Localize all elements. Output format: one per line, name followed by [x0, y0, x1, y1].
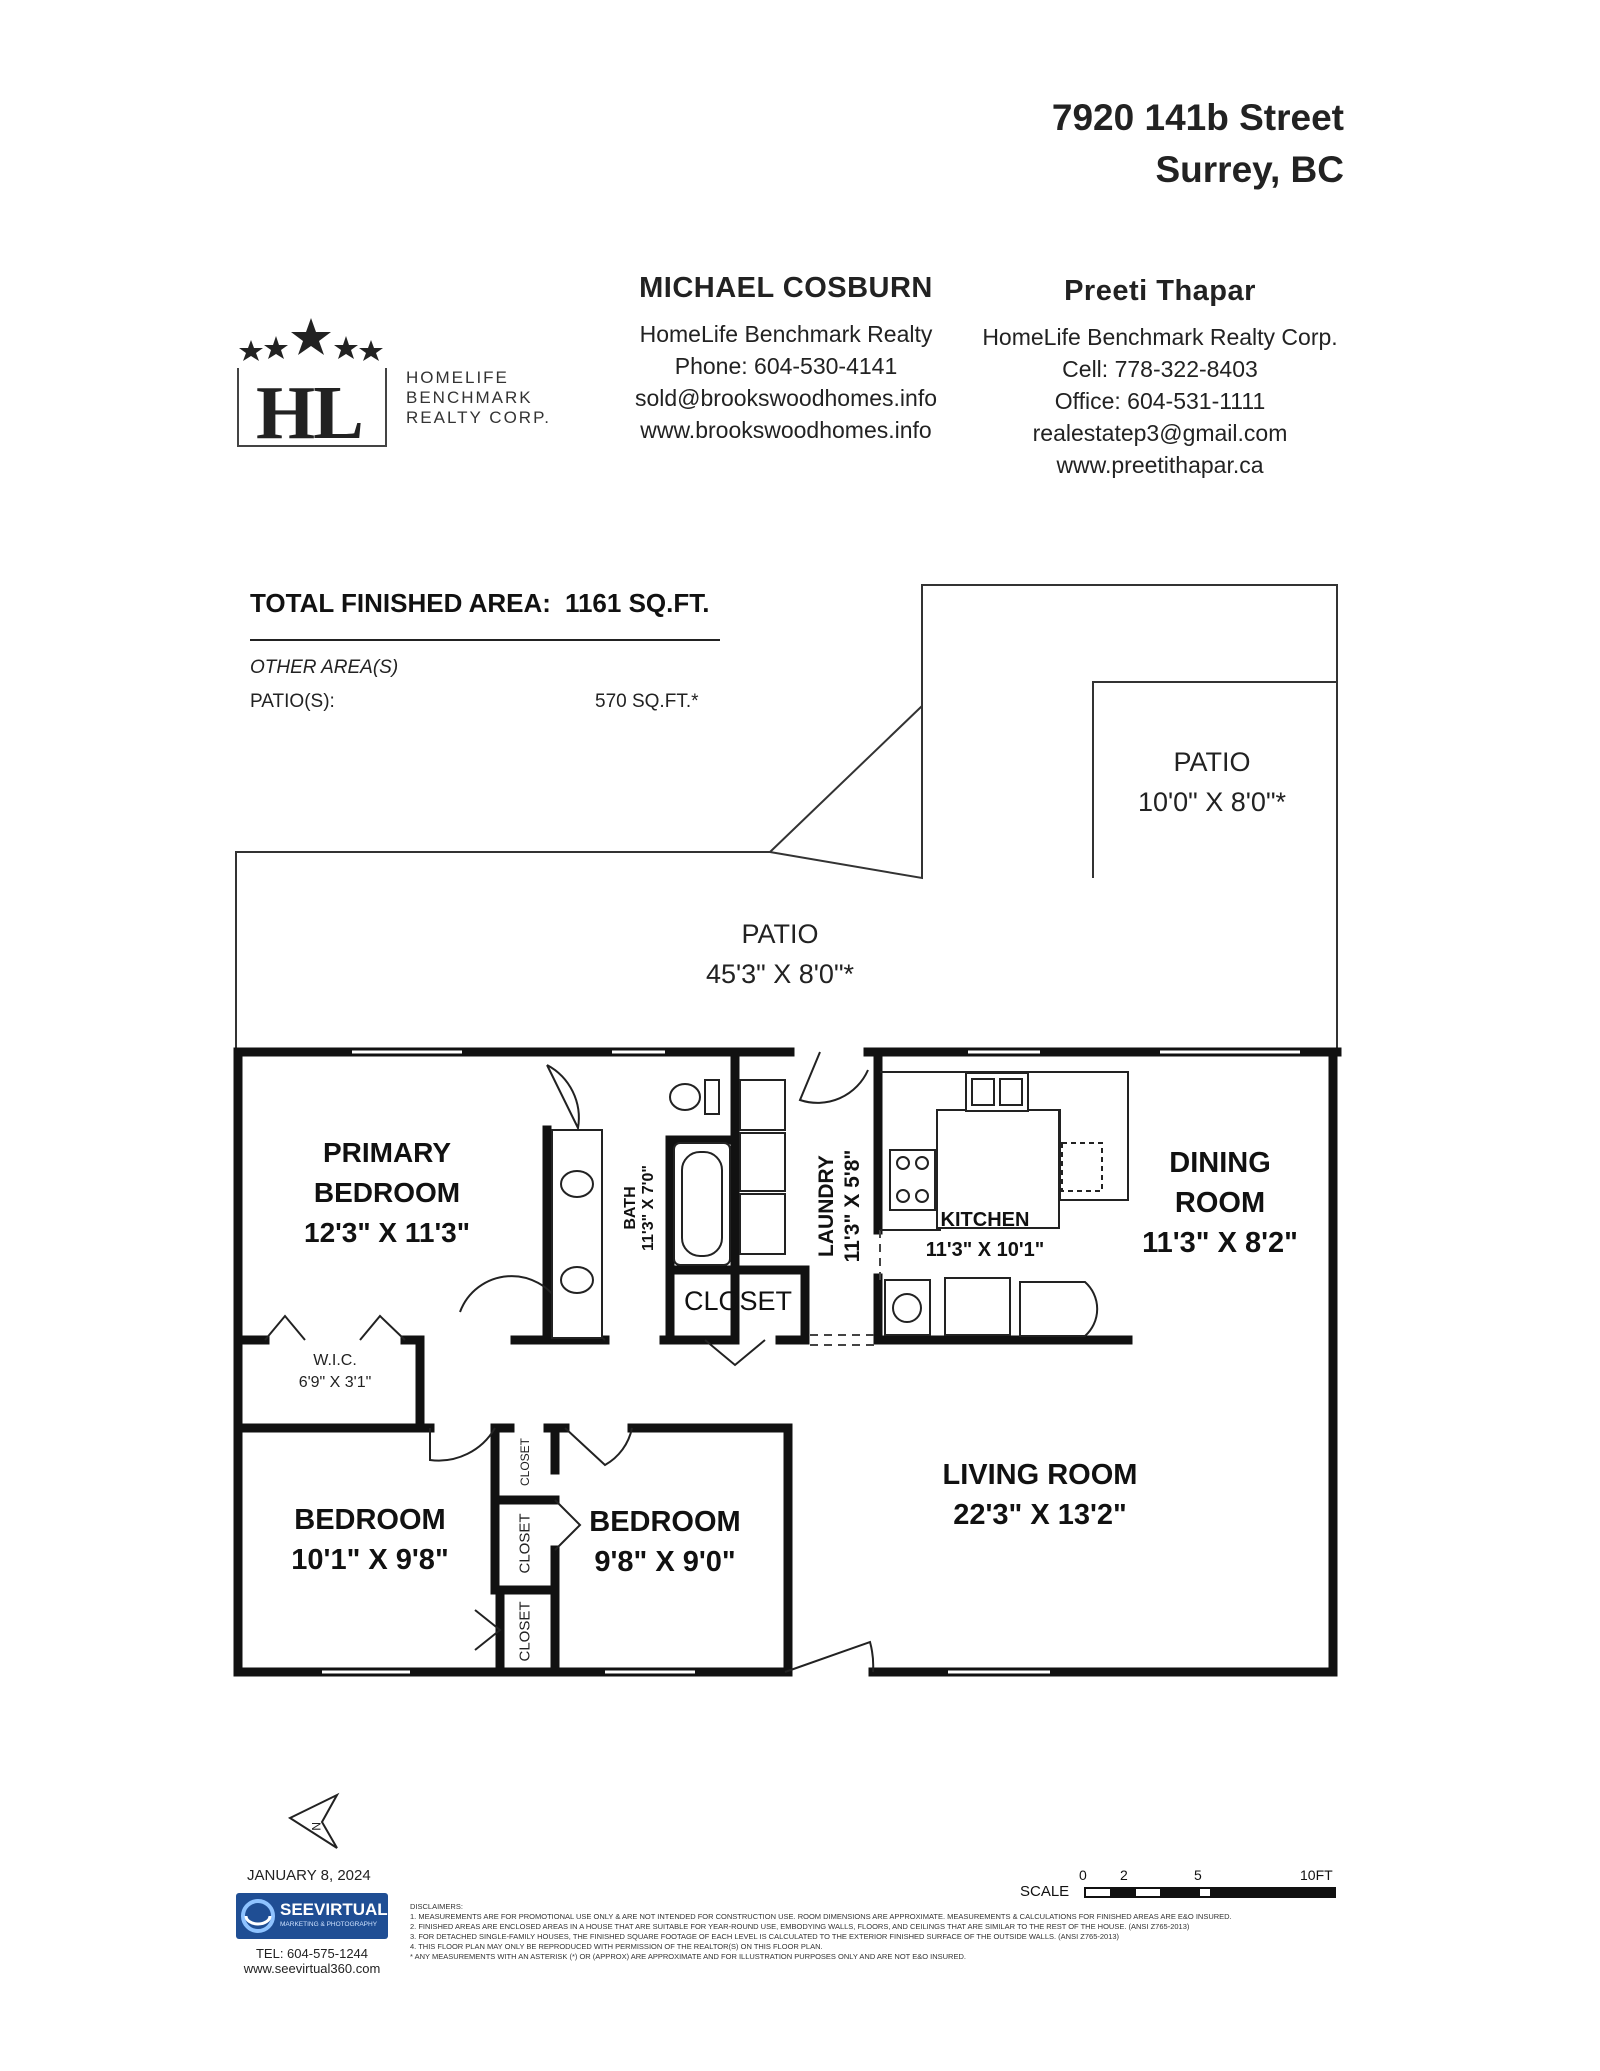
- agent1-phone: Phone: 604-530-4141: [674, 353, 898, 379]
- brand-name: SEEVIRTUAL: [280, 1900, 388, 1919]
- counter-icon: [1020, 1282, 1097, 1336]
- patio-area-value: 570 SQ.FT.*: [595, 691, 699, 712]
- closet-a-label: CLOSET: [518, 1438, 532, 1487]
- washer-icon: [740, 1080, 785, 1130]
- scale-label: SCALE: [1020, 1883, 1070, 1900]
- sink-icon: [561, 1267, 593, 1293]
- primary-bedroom-dims: 12'3" X 11'3": [304, 1217, 470, 1248]
- address-line2: Surrey, BC: [1155, 149, 1344, 190]
- stove-icon: [890, 1150, 935, 1210]
- brand-tagline: MARKETING & PHOTOGRAPHY: [280, 1921, 378, 1928]
- plan-date: JANUARY 8, 2024: [247, 1867, 371, 1884]
- brand-phone: TEL: 604-575-1244: [255, 1946, 369, 1961]
- disclaimer-line: 4. THIS FLOOR PLAN MAY ONLY BE REPRODUCED WITH PERMISSION OF THE REALTOR(S) ON THIS FLOOR PLAN.: [410, 1942, 823, 1951]
- dining-room-name1: DINING: [1169, 1147, 1271, 1179]
- disclaimers-title: DISCLAIMERS:: [410, 1902, 463, 1911]
- other-areas-label: OTHER AREA(S): [250, 657, 399, 678]
- closet-main-label: CLOSET: [683, 1286, 793, 1316]
- agent2-website[interactable]: www.preetithapar.ca: [1056, 452, 1264, 478]
- swirl-icon: [238, 1893, 278, 1939]
- living-room-label: [890, 1455, 1190, 1535]
- disclaimers: [410, 1902, 1360, 1962]
- agent1-name: MICHAEL COSBURN: [639, 272, 933, 304]
- closet-c-label: CLOSET: [516, 1601, 534, 1662]
- laundry-label: [814, 1121, 866, 1291]
- toilet-icon: [670, 1084, 700, 1110]
- scale-tick-2: 2: [1120, 1867, 1128, 1883]
- wic-label: [265, 1350, 405, 1394]
- scale-tick-5: 5: [1194, 1867, 1202, 1883]
- disclaimer-line: 2. FINISHED AREAS ARE ENCLOSED AREAS IN A HOUSE THAT ARE SUITABLE FOR YEAR-ROUND USE, EMBODYING WALLS, FLOORS, AND CEILINGS THAT ARE SIMILAR TO THE REST OF THE HOUSE. (ANSI Z765-2013): [410, 1922, 1190, 1931]
- scale-tick-10: 10FT: [1300, 1867, 1333, 1883]
- logo-text-line2: BENCHMARK: [406, 388, 533, 407]
- brand-website[interactable]: www.seevirtual360.com: [243, 1961, 381, 1976]
- dining-room-name2: ROOM: [1174, 1187, 1266, 1219]
- bedroom-left-label: [270, 1500, 470, 1580]
- agent1-email[interactable]: sold@brookswoodhomes.info: [634, 385, 938, 411]
- logo-monogram: HL: [256, 371, 362, 455]
- dryer-icon: [740, 1133, 785, 1191]
- primary-bedroom-name2: BEDROOM: [313, 1177, 461, 1208]
- laundry-sink-icon: [740, 1194, 785, 1254]
- brand-contact: [236, 1946, 388, 1976]
- patio-area-label: PATIO(S):: [250, 691, 335, 712]
- address-line1: 7920 141b Street: [1051, 97, 1344, 138]
- disclaimer-line: 3. FOR DETACHED SINGLE-FAMILY HOUSES, THE FINISHED SQUARE FOOTAGE OF EACH LEVEL IS CALCULATED TO THE EXTERIOR FINISHED SURFACE OF THE OUTSIDE WALLS. (ANSI Z765-2013): [410, 1932, 1120, 1941]
- laundry-name: LAUNDRY: [815, 1155, 838, 1257]
- patio-large-dims: 45'3" X 8'0"*: [705, 959, 855, 989]
- bath-label: [622, 1138, 658, 1278]
- fridge-icon: [945, 1278, 1010, 1335]
- bath-name: BATH: [622, 1186, 639, 1230]
- wic-name: W.I.C.: [313, 1352, 357, 1369]
- disclaimer-line: * ANY MEASUREMENTS WITH AN ASTERISK (*) OR (APPROX) ARE APPROXIMATE AND FOR ILLUSTRATION PURPOSES ONLY AND ARE NOT E&O INSURED.: [410, 1952, 966, 1961]
- agent2-office: Office: 604-531-1111: [1054, 388, 1266, 414]
- kitchen-dims: 11'3" X 10'1": [925, 1239, 1045, 1261]
- dining-room-dims: 11'3" X 8'2": [1142, 1227, 1298, 1259]
- dining-room-label: [1120, 1143, 1320, 1263]
- primary-bedroom-label: [262, 1133, 512, 1253]
- bedroom-right-dims: 9'8" X 9'0": [594, 1546, 736, 1578]
- closet-b-label: CLOSET: [516, 1513, 534, 1574]
- patio-small-name: PATIO: [1173, 747, 1251, 777]
- bedroom-left-name: BEDROOM: [294, 1504, 446, 1536]
- agent1-website[interactable]: www.brookswoodhomes.info: [640, 417, 932, 443]
- bath-dims: 11'3" X 7'0": [640, 1165, 657, 1251]
- wic-dims: 6'9" X 3'1": [298, 1374, 372, 1391]
- living-room-name: LIVING ROOM: [942, 1459, 1138, 1491]
- kitchen-name: KITCHEN: [940, 1209, 1030, 1231]
- disclaimer-line: 1. MEASUREMENTS ARE FOR PROMOTIONAL USE ONLY & ARE NOT INTENDED FOR CONSTRUCTION USE. ROOM DIMENSIONS ARE APPROXIMATE. MEASUREMENTS & CALCULATIONS FOR FINISHED AREAS ARE E&O INSURED.: [410, 1912, 1232, 1921]
- agent1-company: HomeLife Benchmark Realty: [639, 321, 933, 347]
- agent2-cell: Cell: 778-322-8403: [1062, 356, 1258, 382]
- living-room-dims: 22'3" X 13'2": [953, 1499, 1127, 1531]
- agent2-name: Preeti Thapar: [1064, 275, 1256, 307]
- sink-icon: [561, 1171, 593, 1197]
- total-area-value: 1161 SQ.FT.: [564, 588, 710, 618]
- logo-text-line1: HOMELIFE: [406, 368, 509, 387]
- total-area-label: TOTAL FINISHED AREA:: [250, 588, 551, 618]
- agent2-company: HomeLife Benchmark Realty Corp.: [982, 324, 1338, 350]
- bedroom-right-name: BEDROOM: [589, 1506, 741, 1538]
- patio-large-name: PATIO: [741, 919, 819, 949]
- scale-tick-0: 0: [1079, 1867, 1087, 1883]
- primary-bedroom-name1: PRIMARY: [322, 1137, 452, 1168]
- agent2-email[interactable]: realestatep3@gmail.com: [1032, 420, 1288, 446]
- compass-label: N: [309, 1822, 323, 1831]
- kitchen-label: [910, 1205, 1060, 1265]
- logo-text-line3: REALTY CORP.: [406, 408, 551, 427]
- compass-icon: [290, 1795, 337, 1848]
- bedroom-right-label: [565, 1502, 765, 1582]
- patio-small-label: [1072, 742, 1352, 822]
- laundry-dims: 11'3" X 5'8": [841, 1149, 864, 1263]
- scale-bar: [1085, 1888, 1335, 1897]
- patio-large-label: [600, 914, 960, 994]
- bedroom-left-dims: 10'1" X 9'8": [291, 1544, 449, 1576]
- seevirtual-logo: [236, 1893, 388, 1939]
- patio-small-dims: 10'0" X 8'0"*: [1137, 787, 1287, 817]
